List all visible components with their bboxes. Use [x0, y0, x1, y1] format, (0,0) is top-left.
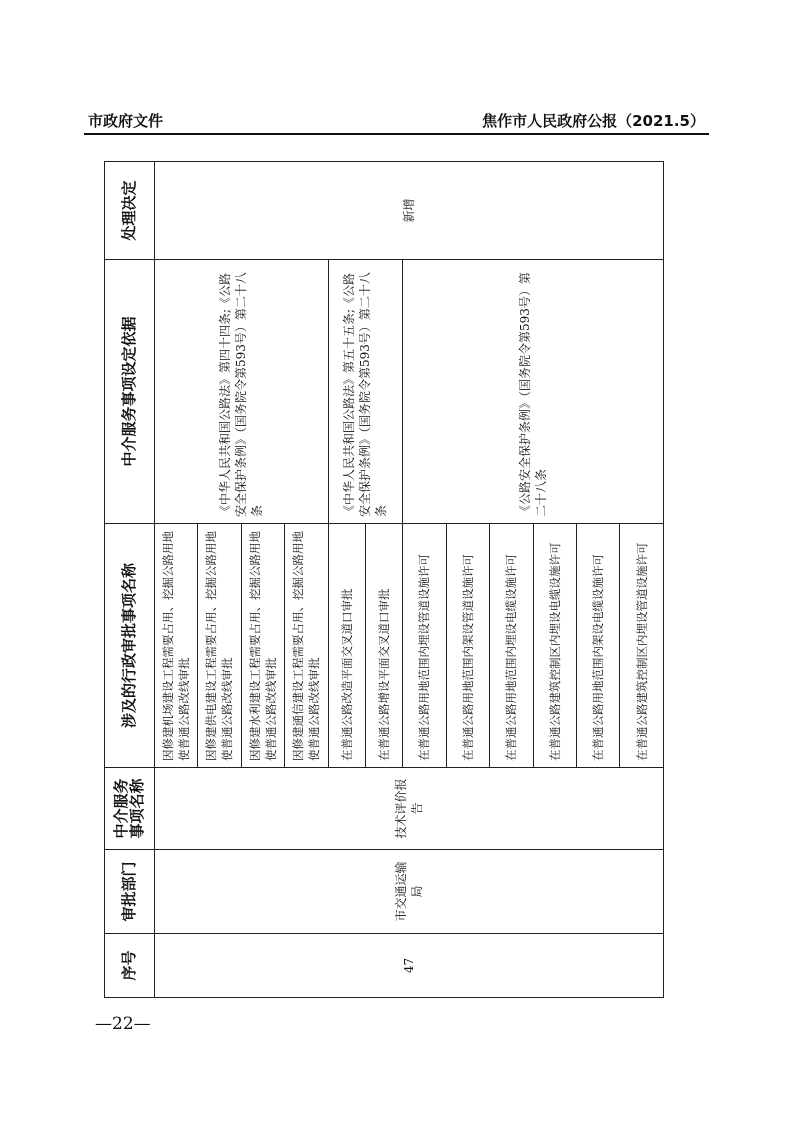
cell-item: 因修建供电建设工程需要占用、挖掘公路用地使普通公路改线审批 — [198, 524, 241, 768]
cell-decision: 新增 — [154, 162, 663, 260]
header-left-title: 市政府文件 — [88, 112, 164, 130]
cell-item: 在普通公路增设平面交叉道口审批 — [365, 524, 402, 768]
cell-seq: 47 — [154, 934, 663, 998]
cell-item: 在普通公路用地范围内埋设电缆设施许可 — [490, 524, 533, 768]
cell-basis: 《中华人民共和国公路法》第五十五条;《公路安全保护条例》（国务院令第593号）第二十八条 — [328, 260, 403, 524]
page-number: —22— — [95, 1014, 151, 1034]
cell-item: 在普通公路建筑控制区内埋设管道设施许可 — [620, 524, 664, 768]
service-items-table — [104, 161, 664, 998]
table-header-row — [105, 162, 155, 998]
cell-item: 在普通公路用地范围内架设电缆设施许可 — [576, 524, 619, 768]
col-header-service: 中介服务事项名称 — [105, 768, 155, 850]
table-row — [154, 162, 197, 998]
cell-item: 在普通公路改造平面交叉道口审批 — [328, 524, 365, 768]
cell-item: 在普通公路用地范围内架设管道设施许可 — [446, 524, 489, 768]
col-header-items: 涉及的行政审批事项名称 — [105, 524, 155, 768]
cell-dept: 市交通运输局 — [154, 850, 663, 934]
cell-item: 在普通公路建筑控制区内埋设电缆设施许可 — [533, 524, 576, 768]
cell-item: 在普通公路用地范围内埋设管道设施许可 — [403, 524, 446, 768]
rotated-table-wrapper — [104, 162, 664, 998]
cell-basis: 《公路安全保护条例》（国务院令第593号）第二十八条 — [403, 260, 664, 524]
col-header-dept: 审批部门 — [105, 850, 155, 934]
cell-item: 因修建水利建设工程需要占用、挖掘公路用地使普通公路改线审批 — [241, 524, 284, 768]
cell-item: 因修建通信建设工程需要占用、挖掘公路用地使普通公路改线审批 — [285, 524, 328, 768]
col-header-decision: 处理决定 — [105, 162, 155, 260]
cell-service: 技术评价报告 — [154, 768, 663, 850]
header-right-title: 焦作市人民政府公报（2021.5） — [482, 112, 705, 130]
header-rule — [84, 133, 709, 135]
col-header-basis: 中介服务事项设定依据 — [105, 260, 155, 524]
cell-item: 因修建机场建设工程需要占用、挖掘公路用地使普通公路改线审批 — [154, 524, 197, 768]
col-header-seq: 序号 — [105, 934, 155, 998]
cell-basis: 《中华人民共和国公路法》第四十四条;《公路安全保护条例》（国务院令第593号）第二十八条 — [154, 260, 328, 524]
